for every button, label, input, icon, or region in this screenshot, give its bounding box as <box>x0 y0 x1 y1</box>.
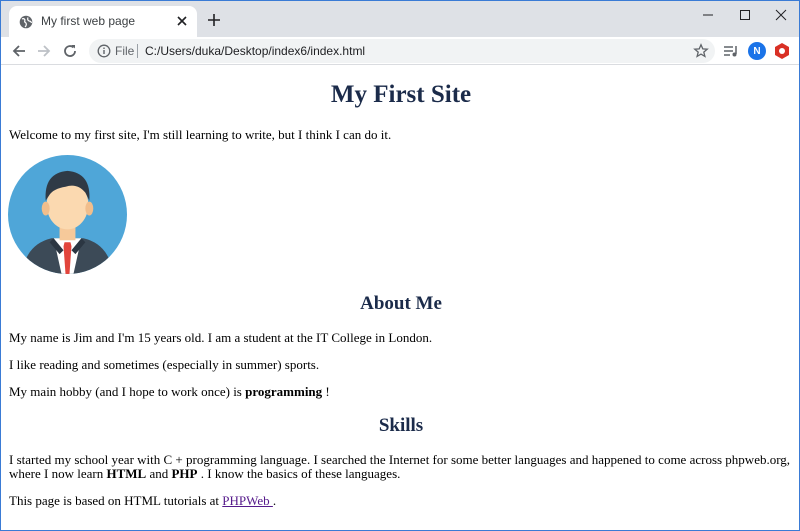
tab-title: My first web page <box>41 14 136 28</box>
hobby-emphasis: programming <box>245 384 323 399</box>
media-control-icon[interactable] <box>723 43 739 59</box>
html-emphasis: HTML <box>106 466 147 481</box>
about-paragraph-1: My name is Jim and I'm 15 years old. I am a student at the IT College in London. <box>9 330 433 345</box>
profile-avatar[interactable]: N <box>748 42 766 60</box>
page-content <box>1 66 800 531</box>
about-heading: About Me <box>360 293 442 314</box>
intro-text: Welcome to my first site, I'm still learning to write, but I think I can do it. <box>9 127 392 142</box>
info-icon[interactable] <box>97 44 111 58</box>
footer-text: This page is based on HTML tutorials at PHPWeb . <box>9 493 277 508</box>
minimize-button[interactable] <box>690 1 726 29</box>
close-icon[interactable] <box>175 14 189 28</box>
phpweb-link[interactable]: PHPWeb <box>222 493 273 508</box>
url-text[interactable]: C:/Users/duka/Desktop/index6/index.html <box>145 44 366 58</box>
maximize-icon <box>739 9 751 21</box>
divider <box>137 44 138 58</box>
tab-strip <box>1 1 799 37</box>
address-bar[interactable] <box>89 39 715 63</box>
maximize-button[interactable] <box>727 1 763 29</box>
person-avatar-icon <box>8 155 127 274</box>
skills-line-2: where I now learn HTML and PHP . I know the basics of these languages. <box>9 466 401 481</box>
php-emphasis: PHP <box>171 466 198 481</box>
tab-active[interactable] <box>9 6 197 37</box>
plus-icon[interactable] <box>205 11 223 29</box>
close-icon <box>775 9 787 21</box>
reload-icon <box>62 43 78 59</box>
window-close-button[interactable] <box>763 1 799 29</box>
skills-heading: Skills <box>378 415 424 436</box>
about-paragraph-2: I like reading and sometimes (especially in summer) sports. <box>9 357 320 372</box>
extension-icon[interactable] <box>773 42 791 60</box>
globe-icon <box>19 15 33 29</box>
scheme-label: File <box>115 44 135 58</box>
minimize-icon <box>702 9 714 21</box>
arrow-left-icon <box>11 43 27 59</box>
star-icon[interactable] <box>693 43 709 59</box>
back-button[interactable] <box>10 42 28 60</box>
skills-line-1: I started my school year with C + programming language. I searched the Internet for some better languages and happened to come across phpweb.org, <box>9 452 791 467</box>
toolbar <box>1 37 799 65</box>
reload-button[interactable] <box>61 42 79 60</box>
forward-button[interactable] <box>35 42 53 60</box>
page-title: My First Site <box>330 81 472 108</box>
about-paragraph-3: My main hobby (and I hope to work once) is programming ! <box>9 384 330 399</box>
arrow-right-icon <box>36 43 52 59</box>
